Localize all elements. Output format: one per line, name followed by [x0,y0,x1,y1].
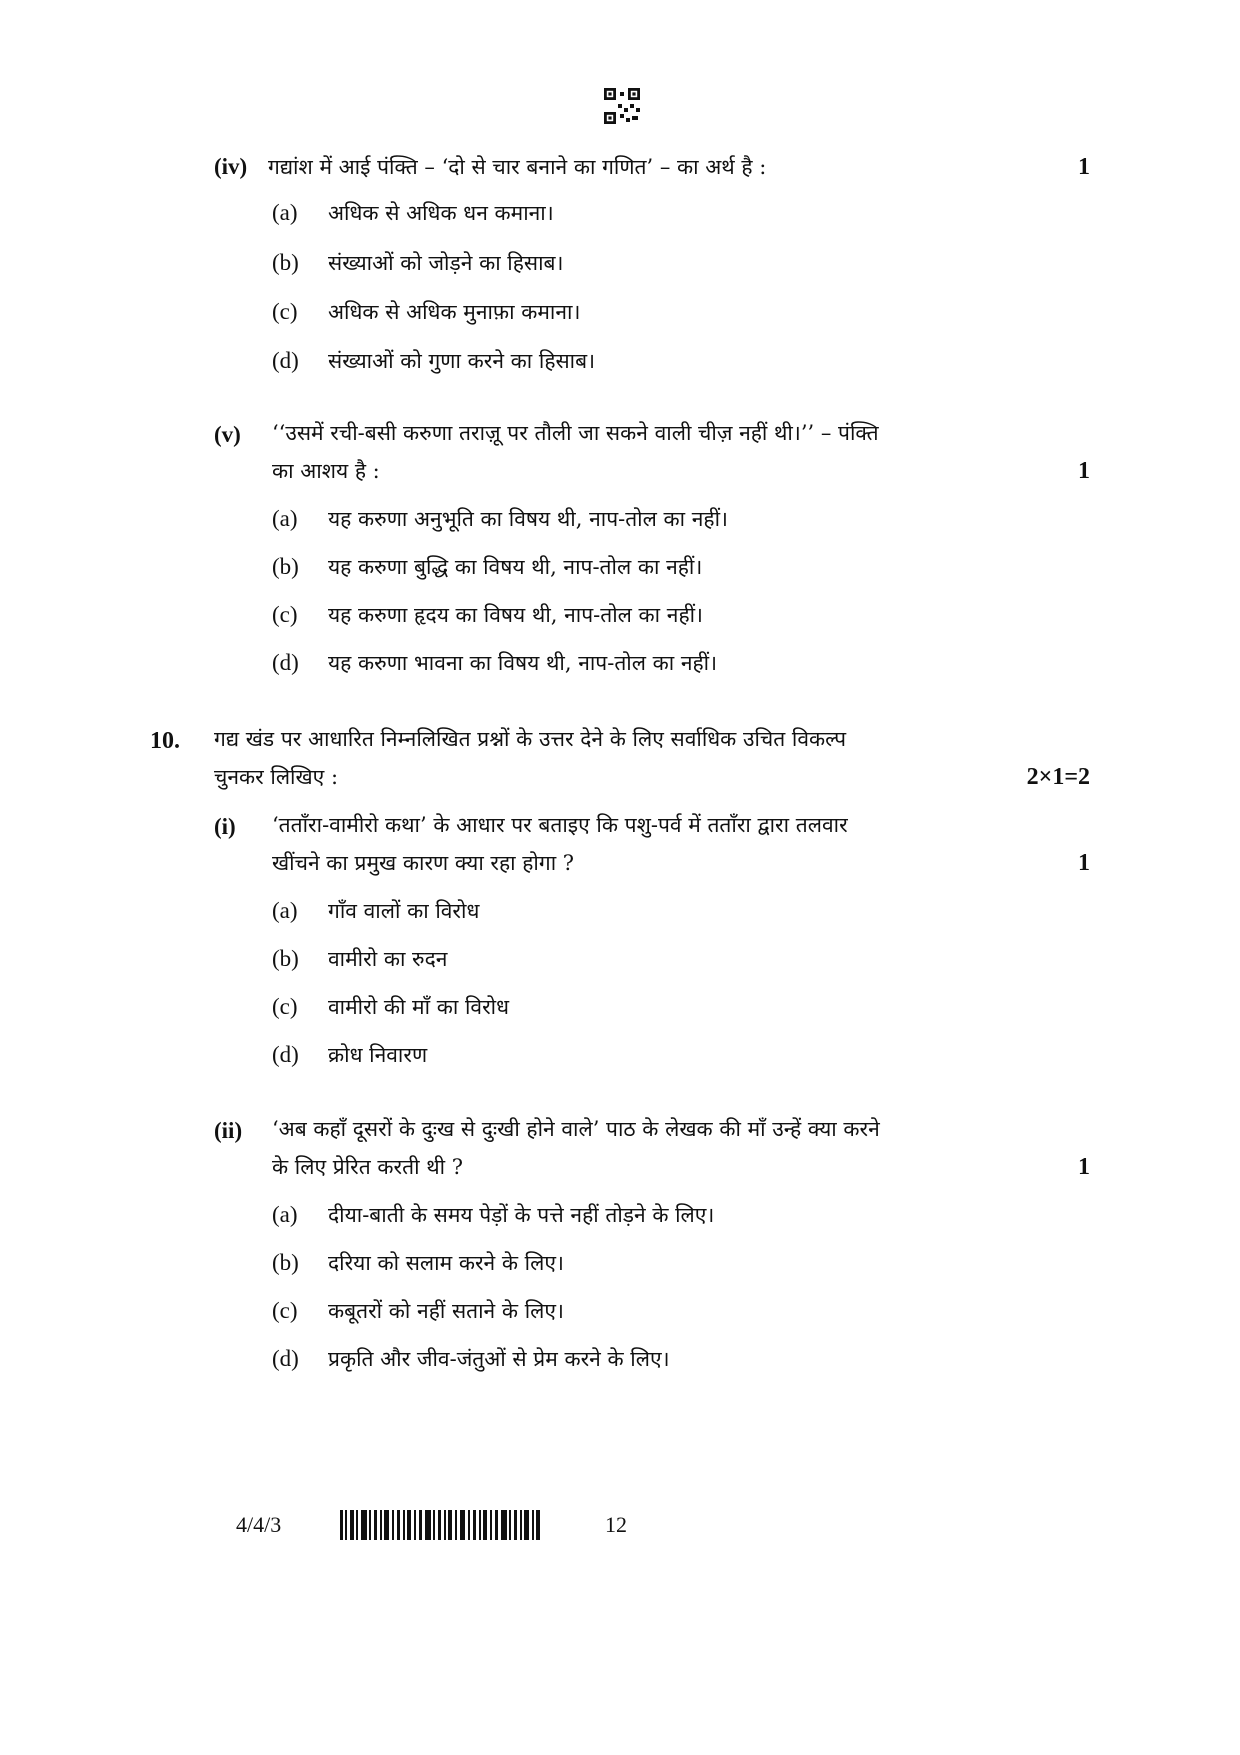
option-text: दीया-बाती के समय पेड़ों के पत्ते नहीं तोड़ने के लिए। [328,1203,715,1227]
option-label: (c) [272,994,298,1019]
page-number: 12 [605,1512,627,1537]
option-text: यह करुणा बुद्धि का विषय थी, नाप-तोल का नहीं। [328,555,703,579]
option-text: क्रोध निवारण [328,1043,428,1067]
question-text: ‘अब कहाँ दूसरों के दुःख से दुःखी होने वाले’ पाठ के लेखक की माँ उन्हें क्या करने [272,1117,880,1141]
question-text: गद्यांश में आई पंक्ति – ‘दो से चार बनाने का गणित’ – का अर्थ है : [268,155,767,179]
question-text: ‘‘उसमें रची-बसी करुणा तराज़ू पर तौली जा सकने वाली चीज़ नहीं थी।’’ – पंक्ति [272,421,879,445]
option-text: संख्याओं को गुणा करने का हिसाब। [328,349,596,373]
option-text: अधिक से अधिक धन कमाना। [328,201,554,225]
option-label: (a) [272,506,298,531]
option-text: वामीरो की माँ का विरोध [328,995,510,1019]
option-label: (c) [272,602,298,627]
option-label: (b) [272,946,299,971]
option-label: (c) [272,1298,298,1323]
option-text: अधिक से अधिक मुनाफ़ा कमाना। [328,300,581,324]
barcode-icon [340,1510,540,1540]
question-text: ‘तताँरा-वामीरो कथा’ के आधार पर बताइए कि पशु-पर्व में तताँरा द्वारा तलवार [272,813,848,837]
option-label: (c) [272,299,298,324]
option-text: कबूतरों को नहीं सताने के लिए। [328,1299,564,1323]
question-text: खींचने का प्रमुख कारण क्या रहा होगा ? [272,851,575,875]
qr-code-icon [604,88,640,124]
option-text: प्रकृति और जीव-जंतुओं से प्रेम करने के लिए। [328,1347,670,1371]
marks: 1 [1078,850,1090,876]
question-text: चुनकर लिखिए : [214,765,339,789]
option-label: (b) [272,554,299,579]
option-label: (d) [272,1346,299,1371]
option-text: यह करुणा अनुभूति का विषय थी, नाप-तोल का नहीं। [328,507,728,531]
question-label: (i) [214,814,236,839]
question-text: के लिए प्रेरित करती थी ? [272,1155,463,1179]
option-label: (b) [272,250,299,275]
option-text: दरिया को सलाम करने के लिए। [328,1251,564,1275]
question-number: 10. [150,728,180,754]
option-text: संख्याओं को जोड़ने का हिसाब। [328,251,564,275]
option-label: (a) [272,898,298,923]
option-label: (a) [272,1202,298,1227]
option-label: (d) [272,348,299,373]
marks: 1 [1078,458,1090,484]
option-text: गाँव वालों का विरोध [328,899,480,923]
option-text: वामीरो का रुदन [328,947,448,971]
paper-code: 4/4/3 [236,1512,282,1537]
question-label: (ii) [214,1118,243,1143]
marks: 2×1=2 [1026,764,1090,790]
marks: 1 [1078,1154,1090,1180]
option-label: (a) [272,200,298,225]
option-label: (b) [272,1250,299,1275]
option-text: यह करुणा भावना का विषय थी, नाप-तोल का नहीं। [328,651,718,675]
question-label: (v) [214,422,241,447]
option-text: यह करुणा हृदय का विषय थी, नाप-तोल का नहीं। [328,603,703,627]
question-text: गद्य खंड पर आधारित निम्नलिखित प्रश्नों के उत्तर देने के लिए सर्वाधिक उचित विकल्प [214,727,847,751]
option-label: (d) [272,1042,299,1067]
option-label: (d) [272,650,299,675]
question-label: (iv) [214,154,248,179]
marks: 1 [1078,154,1090,180]
question-text: का आशय है : [272,459,380,483]
